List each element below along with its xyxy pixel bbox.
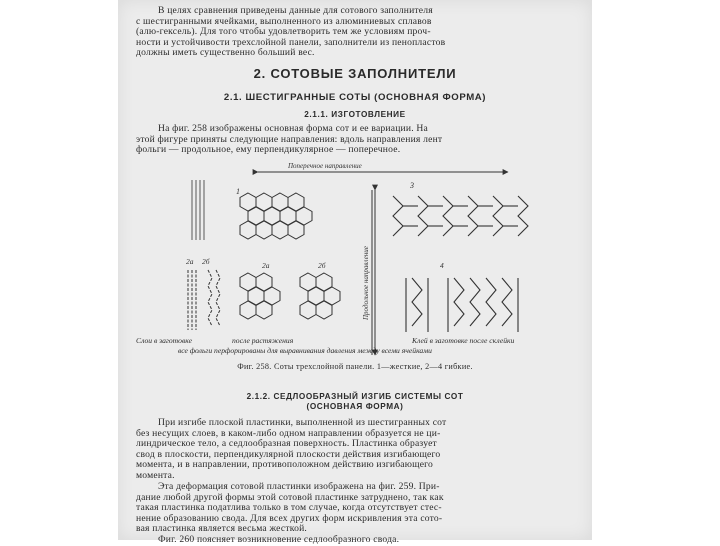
text-line: такая пластинка податлива только в том случае, когда отсутствует стес- (136, 502, 442, 514)
text-line: При изгибе плоской пластинки, выполненной из шестигранных сот (158, 417, 447, 428)
foil-strips (192, 180, 204, 240)
subsubsection-title: 2.1.1. ИЗГОТОВЛЕНИЕ (304, 110, 406, 119)
figure-number-4: 4 (440, 261, 444, 270)
figure-bottom-line: все фольги перфорированы для выравнивания давления между всеми ячейками (178, 346, 432, 355)
paragraph-3 (136, 482, 574, 546)
subsection-title: 2.1. ШЕСТИГРАННЫЕ СОТЫ (ОСНОВНАЯ ФОРМА) (223, 92, 487, 103)
perforated-strips (188, 270, 220, 330)
intro-paragraph (136, 6, 574, 59)
subsubsection2-title: 2.1.2. СЕДЛООБРАЗНЫЙ ИЗГИБ СИСТЕМЫ СОТ (246, 392, 464, 401)
text-line: момента. (136, 469, 175, 481)
figure-number-3: 3 (410, 181, 414, 190)
transverse-direction-label: Поперечное направление (288, 162, 362, 170)
figure-number-2b-mid: 2б (318, 261, 326, 270)
figure-label-left1: Слои в заготовке (136, 336, 192, 345)
paragraph-1 (136, 124, 574, 156)
document-page (118, 0, 592, 545)
text-line: должны иметь существенно больший вес. (136, 47, 315, 59)
figure-label-left2: после растяжения (232, 336, 294, 345)
text-line: с шестигранными ячейками, выполненного из алюминиевых сплавов (136, 15, 432, 27)
text-line: этой фигуре приняты следующие направления: вдоль направления лент (136, 133, 443, 145)
figure-caption: Фиг. 258. Соты трехслойной панели. 1—жесткие, 2—4 гибкие. (237, 362, 473, 371)
honeycomb-cells-1 (240, 193, 312, 239)
text-line: без несущих слоев, в каком-либо одном направлении образуется не ци- (136, 427, 441, 439)
zigzag-structure-3 (393, 196, 528, 236)
zigzag-structure-4 (406, 278, 518, 332)
honeycomb-cells-2b (300, 273, 340, 319)
honeycomb-figure (178, 160, 578, 360)
section-title: 2. СОТОВЫЕ ЗАПОЛНИТЕЛИ (253, 66, 457, 81)
longitudinal-direction-label: Продольное направление (362, 246, 370, 320)
text-line: Фиг. 260 поясняет возникновение седлообразного свода. (158, 533, 400, 545)
figure-label-right1: Клей в заготовке после склейки (412, 336, 515, 345)
text-line: ности и устойчивости трехслойной панели, заполнители из пенопластов (136, 36, 446, 48)
text-line: нение образованию свода. Для всех других форм искривления эта сото- (136, 512, 443, 524)
paragraph-2 (136, 418, 574, 482)
text-line: линдрическое тело, а седлообразная поверхность. Пластинка образует (136, 438, 437, 450)
figure-number-2b-left: 2б (202, 257, 210, 266)
text-line: На фиг. 258 изображены основная форма сот и ее вариации. На (158, 123, 429, 134)
text-line: В целях сравнения приведены данные для сотового заполнителя (158, 5, 433, 16)
text-line: (алю-гексель). Для того чтобы удовлетворить тем же условиям проч- (136, 26, 431, 38)
text-line: момента, и в направлении, противоположном действию изгибающего (136, 459, 434, 471)
figure-number-2a-mid: 2а (262, 261, 270, 270)
text-line: свод в плоскости, перпендикулярной плоскости действия изгибающего (136, 448, 441, 460)
text-line: фольги — продольное, ему перпендикулярное — поперечное. (136, 144, 401, 156)
subsubsection2-subtitle: (ОСНОВНАЯ ФОРМА) (306, 402, 404, 411)
text-line: дание любой другой формы этой сотовой пластинке затруднено, так как (136, 491, 444, 503)
figure-number-1: 1 (236, 187, 240, 196)
figure-number-2a-left: 2а (186, 257, 194, 266)
honeycomb-cells-2a (240, 273, 280, 319)
text-line: вая пластинка является весьма жесткой. (136, 523, 308, 535)
text-line: Эта деформация сотовой пластинки изображена на фиг. 259. При- (158, 481, 440, 492)
